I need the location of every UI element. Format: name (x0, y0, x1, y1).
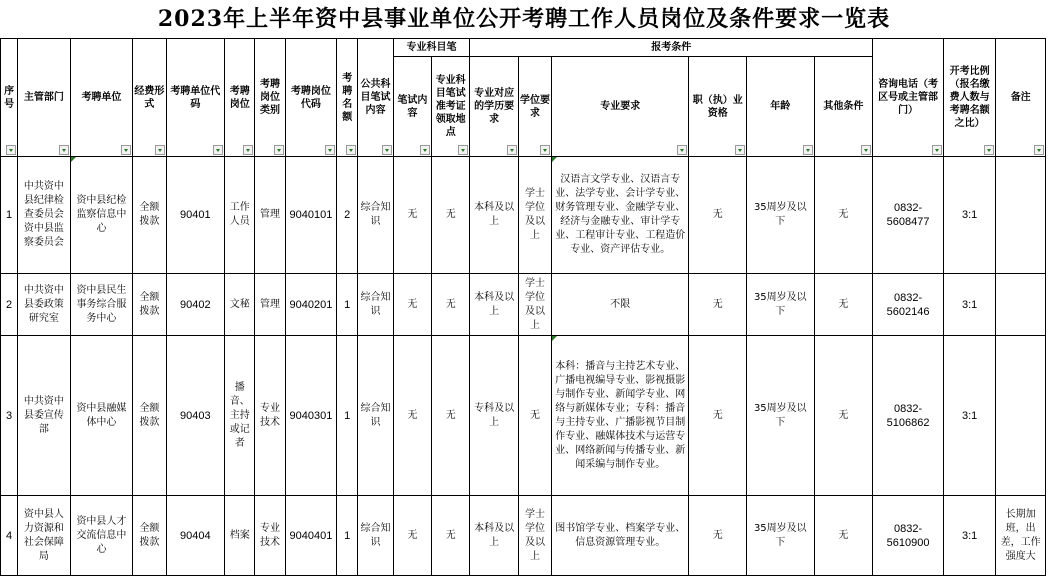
cell-dept[interactable]: 中共资中县委政策研究室 (18, 274, 70, 336)
cell-post-code[interactable]: 9040101 (285, 157, 336, 274)
cell-age[interactable]: 35周岁及以下 (746, 157, 814, 274)
cell-post[interactable]: 文秘 (225, 274, 255, 336)
cell-other[interactable]: 无 (814, 496, 873, 576)
cell-written-content[interactable]: 无 (393, 157, 431, 274)
cell-major[interactable]: 不限 (552, 274, 689, 336)
cell-unit[interactable]: 资中县人才交流信息中心 (70, 496, 133, 576)
cell-written-content[interactable]: 无 (393, 496, 431, 576)
cell-age[interactable]: 35周岁及以下 (746, 274, 814, 336)
header-edu[interactable]: 专业对应的学历要求 (470, 57, 518, 157)
cell-edu[interactable]: 本科及以上 (470, 274, 518, 336)
header-qualification[interactable]: 职（执）业资格 (689, 57, 747, 157)
cell-degree[interactable]: 学士学位及以上 (518, 157, 551, 274)
cell-quota[interactable]: 1 (337, 336, 358, 496)
filter-dropdown-icon[interactable] (677, 145, 687, 155)
cell-age[interactable]: 35周岁及以下 (746, 336, 814, 496)
page-title: 2023年上半年资中县事业单位公开考聘工作人员岗位及条件要求一览表 (157, 6, 891, 32)
filter-dropdown-icon[interactable] (984, 145, 994, 155)
filter-dropdown-icon[interactable] (507, 145, 517, 155)
filter-dropdown-icon[interactable] (346, 145, 356, 155)
filter-dropdown-icon[interactable] (861, 145, 871, 155)
cell-unit-code[interactable]: 90403 (166, 336, 225, 496)
filter-dropdown-icon[interactable] (382, 145, 392, 155)
filter-dropdown-icon[interactable] (932, 145, 942, 155)
header-post-type[interactable]: 考聘岗位类别 (255, 39, 285, 157)
cell-note[interactable] (996, 157, 1046, 274)
cell-unit-code[interactable]: 90402 (166, 274, 225, 336)
cell-post-type[interactable]: 管理 (255, 157, 285, 274)
cell-phone[interactable]: 0832-5610900 (873, 496, 944, 576)
cell-funding[interactable]: 全额拨款 (133, 496, 166, 576)
cell-ratio[interactable]: 3:1 (943, 336, 995, 496)
cell-post-type[interactable]: 管理 (255, 274, 285, 336)
cell-seq[interactable]: 3 (1, 336, 18, 496)
header-unit[interactable]: 考聘单位 (70, 39, 133, 157)
cell-unit-code[interactable]: 90401 (166, 157, 225, 274)
header-public-exam[interactable]: 公共科目笔试内容 (358, 39, 393, 157)
cell-dept[interactable]: 资中县人力资源和社会保障局 (18, 496, 70, 576)
cell-post[interactable]: 档案 (225, 496, 255, 576)
cell-public-exam[interactable]: 综合知识 (358, 496, 393, 576)
cell-public-exam[interactable]: 综合知识 (358, 336, 393, 496)
cell-phone[interactable]: 0832-5106862 (873, 336, 944, 496)
header-written-content[interactable]: 笔试内容 (393, 57, 431, 157)
cell-qualification[interactable]: 无 (689, 274, 747, 336)
cell-written-content[interactable]: 无 (393, 336, 431, 496)
header-phone[interactable]: 咨询电话（考区号或主管部门） (873, 39, 944, 157)
header-post-code[interactable]: 考聘岗位代码 (285, 39, 336, 157)
cell-ratio[interactable]: 3:1 (943, 274, 995, 336)
cell-note[interactable] (996, 336, 1046, 496)
cell-post-type[interactable]: 专业技术 (255, 496, 285, 576)
cell-quota[interactable]: 1 (337, 274, 358, 336)
cell-seq[interactable]: 2 (1, 274, 18, 336)
cell-written-cert[interactable]: 无 (432, 157, 470, 274)
header-group-exam: 专业科目笔 (393, 39, 470, 57)
table-row[interactable] (1, 274, 1046, 336)
cell-note[interactable] (996, 274, 1046, 336)
cell-edu[interactable]: 本科及以上 (470, 496, 518, 576)
filter-dropdown-icon[interactable] (213, 145, 223, 155)
cell-major[interactable]: 图书馆学专业、档案学专业、信息资源管理专业。 (552, 496, 689, 576)
header-dept[interactable]: 主管部门 (18, 39, 70, 157)
header-post[interactable]: 考聘岗位 (225, 39, 255, 157)
cell-unit[interactable]: 资中县民生事务综合服务中心 (70, 274, 133, 336)
header-quota[interactable]: 考聘名额 (337, 39, 358, 157)
cell-seq[interactable]: 4 (1, 496, 18, 576)
cell-edu[interactable]: 本科及以上 (470, 157, 518, 274)
filter-dropdown-icon[interactable] (540, 145, 550, 155)
cell-funding[interactable]: 全额拨款 (133, 157, 166, 274)
header-note[interactable]: 备注 (996, 39, 1046, 157)
cell-public-exam[interactable]: 综合知识 (358, 157, 393, 274)
filter-dropdown-icon[interactable] (59, 145, 69, 155)
cell-funding[interactable]: 全额拨款 (133, 336, 166, 496)
filter-dropdown-icon[interactable] (458, 145, 468, 155)
cell-seq[interactable]: 1 (1, 157, 18, 274)
table-row[interactable] (1, 496, 1046, 576)
cell-degree[interactable]: 学士学位及以上 (518, 274, 551, 336)
cell-unit-code[interactable]: 90404 (166, 496, 225, 576)
header-written-cert[interactable]: 专业科目笔试准考证领取地点 (432, 57, 470, 157)
header-degree[interactable]: 学位要求 (518, 57, 551, 157)
cell-post[interactable]: 工作人员 (225, 157, 255, 274)
cell-age[interactable]: 35周岁及以下 (746, 496, 814, 576)
cell-note[interactable]: 长期加班，出差，工作强度大 (996, 496, 1046, 576)
header-major[interactable]: 专业要求 (552, 57, 689, 157)
filter-dropdown-icon[interactable] (325, 145, 335, 155)
filter-dropdown-icon[interactable] (735, 145, 745, 155)
cell-major[interactable]: 本科：播音与主持艺术专业、广播电视编导专业、影视摄影与制作专业、新闻学专业、网络与新媒体专业；专科：播音与主持专业、广播影视节目制作专业、融媒体技术与运营专业、网络新闻与传播专业、新闻采编与制作专业。 (552, 336, 689, 496)
cell-dept[interactable]: 中共资中县纪律检查委员会资中县监察委员会 (18, 157, 70, 274)
table-row[interactable] (1, 336, 1046, 496)
cell-quota[interactable]: 2 (337, 157, 358, 274)
cell-other[interactable]: 无 (814, 274, 873, 336)
header-funding[interactable]: 经费形式 (133, 39, 166, 157)
filter-dropdown-icon[interactable] (121, 145, 131, 155)
cell-qualification[interactable]: 无 (689, 496, 747, 576)
header-age[interactable]: 年龄 (746, 57, 814, 157)
cell-dept[interactable]: 中共资中县委宣传部 (18, 336, 70, 496)
filter-dropdown-icon[interactable] (243, 145, 253, 155)
header-seq[interactable]: 序号 (1, 39, 18, 157)
cell-ratio[interactable]: 3:1 (943, 157, 995, 274)
cell-other[interactable]: 无 (814, 336, 873, 496)
filter-dropdown-icon[interactable] (274, 145, 284, 155)
cell-public-exam[interactable]: 综合知识 (358, 274, 393, 336)
filter-dropdown-icon[interactable] (6, 145, 16, 155)
recruitment-table (0, 38, 1046, 576)
cell-other[interactable]: 无 (814, 157, 873, 274)
cell-phone[interactable]: 0832-5608477 (873, 157, 944, 274)
cell-unit[interactable]: 资中县融媒体中心 (70, 336, 133, 496)
filter-dropdown-icon[interactable] (1034, 145, 1044, 155)
filter-dropdown-icon[interactable] (803, 145, 813, 155)
cell-quota[interactable]: 1 (337, 496, 358, 576)
cell-phone[interactable]: 0832-5602146 (873, 274, 944, 336)
cell-unit[interactable]: 资中县纪检监察信息中心 (70, 157, 133, 274)
cell-degree[interactable]: 学士学位及以上 (518, 496, 551, 576)
cell-post-code[interactable]: 9040201 (285, 274, 336, 336)
cell-edu[interactable]: 专科及以上 (470, 336, 518, 496)
cell-funding[interactable]: 全额拨款 (133, 274, 166, 336)
cell-qualification[interactable]: 无 (689, 336, 747, 496)
cell-written-content[interactable]: 无 (393, 274, 431, 336)
cell-written-cert[interactable]: 无 (432, 496, 470, 576)
cell-written-cert[interactable]: 无 (432, 274, 470, 336)
header-ratio[interactable]: 开考比例（报名缴费人数与考聘名额之比） (943, 39, 995, 157)
cell-post-code[interactable]: 9040301 (285, 336, 336, 496)
header-other[interactable]: 其他条件 (814, 57, 873, 157)
filter-dropdown-icon[interactable] (420, 145, 430, 155)
cell-major[interactable]: 汉语言文学专业、汉语言专业、法学专业、会计学专业、财务管理专业、金融学专业、经济与金融专业、审计学专业、工程审计专业、工程造价专业、资产评估专业。 (552, 157, 689, 274)
cell-degree[interactable]: 无 (518, 336, 551, 496)
table-row[interactable] (1, 157, 1046, 274)
cell-post-type[interactable]: 专业技术 (255, 336, 285, 496)
cell-qualification[interactable]: 无 (689, 157, 747, 274)
cell-post[interactable]: 播音、主持或记者 (225, 336, 255, 496)
cell-written-cert[interactable]: 无 (432, 336, 470, 496)
header-group-conditions: 报考条件 (470, 39, 873, 57)
filter-dropdown-icon[interactable] (155, 145, 165, 155)
cell-post-code[interactable]: 9040401 (285, 496, 336, 576)
header-unit-code[interactable]: 考聘单位代码 (166, 39, 225, 157)
cell-ratio[interactable]: 3:1 (943, 496, 995, 576)
